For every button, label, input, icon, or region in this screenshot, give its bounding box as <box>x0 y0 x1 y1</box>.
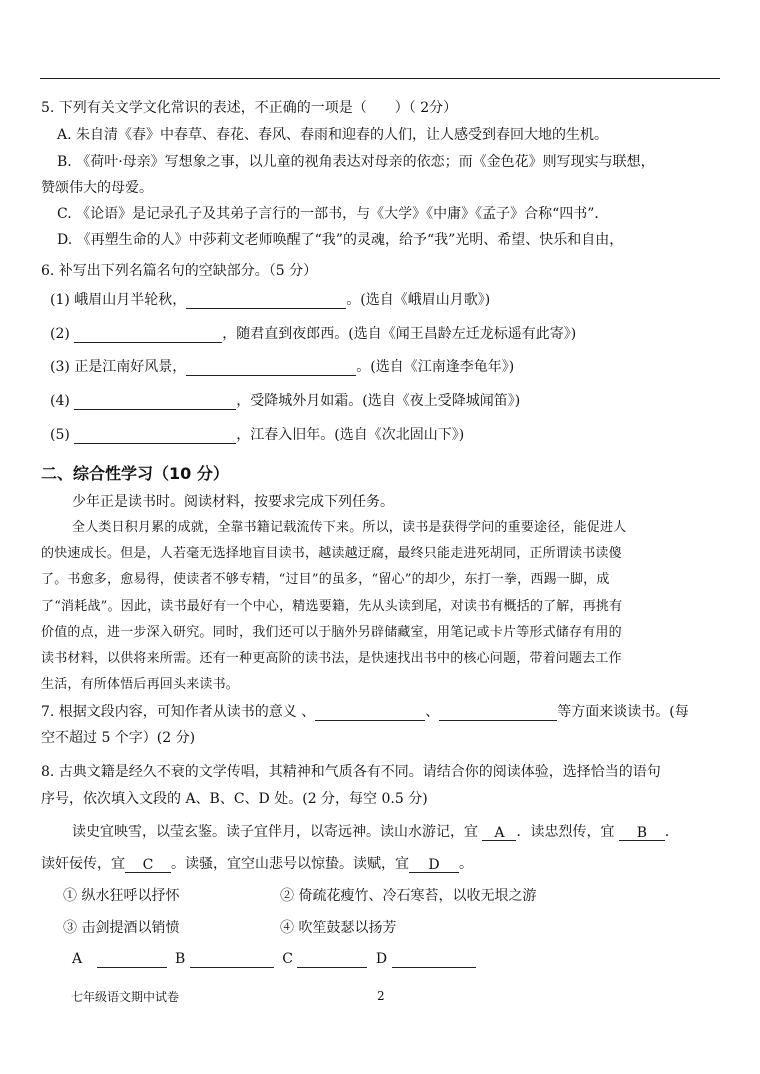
item-number: (4) <box>50 393 70 409</box>
q6-item-5 <box>50 426 464 444</box>
answer-d[interactable]: D <box>409 856 459 873</box>
fill-blank-a[interactable] <box>97 952 167 968</box>
passage-line: 的快速成长。但是，人若毫无选择地盲目读书，越读越迂腐，最终只能走进死胡同，正所谓读书读傻 <box>41 546 622 561</box>
q7-stem <box>41 703 689 721</box>
q8-text: ． <box>664 824 679 840</box>
footer-title: 七年级语文期中试卷 <box>71 990 180 1004</box>
item-suffix: ，随君直到夜郎西。(选自《闻王昌龄左迁龙标遥有此寄》) <box>222 326 577 342</box>
q8-text: 。 <box>459 856 473 872</box>
q8-fill-row <box>72 950 476 968</box>
section-title: 二、综合性学习（10 分） <box>41 464 229 483</box>
answer-b[interactable]: B <box>619 824 665 841</box>
q8-stem-cont: 序号，依次填入文段的 A、B、C、D 处。(2 分，每空 0.5 分) <box>41 791 428 807</box>
q5-stem: 5. 下列有关文学文化常识的表述，不正确的一项是（ ）（ 2分） <box>41 100 458 116</box>
q7-blank-1[interactable] <box>315 705 425 721</box>
fill-blank[interactable] <box>74 428 236 444</box>
q5-option-c: C. 《论语》是记录孔子及其弟子言行的一部书，与《大学》《中庸》《孟子》合称“四书”． <box>57 206 609 222</box>
fill-label-d: D <box>375 951 388 967</box>
fill-label-a: A <box>72 951 83 967</box>
fill-blank[interactable] <box>186 293 346 309</box>
item-suffix: ，受降城外月如霜。(选自《夜上受降城闻笛》) <box>236 393 521 409</box>
q7-blank-2[interactable] <box>439 705 557 721</box>
item-number: (2) <box>50 326 70 342</box>
q8-text: 读史宜映雪，以莹玄鉴。读子宜伴月，以寄远神。读山水游记，宜 <box>72 824 478 840</box>
fill-blank-b[interactable] <box>190 952 274 968</box>
passage-line: 了“消耗战”。因此，读书最好有一个中心，精选要籍，先从头读到尾，对读书有概括的了解，再挑有 <box>41 599 623 614</box>
fill-blank[interactable] <box>186 360 356 376</box>
passage-line: 了。书愈多，愈易得，使读者不够专精，“过目”的虽多，“留心”的却少，东打一拳，西踢一脚，成 <box>41 572 610 587</box>
q5-option-b: B. 《荷叶·母亲》写想象之事，以儿童的视角表达对母亲的依恋；而《金色花》则写现实与联想， <box>57 154 655 170</box>
q7-separator: 、 <box>425 704 440 720</box>
item-prefix: 正是江南好风景， <box>74 359 187 375</box>
q8-option-2: ② 倚疏花瘦竹、冷石寒苔，以收无垠之游 <box>280 888 537 904</box>
q5-option-a: A. 朱自清《春》中春草、春花、春风、春雨和迎春的人们，让人感受到春回大地的生机。 <box>57 127 609 143</box>
page-number: 2 <box>377 989 385 1003</box>
item-number: (5) <box>50 427 70 443</box>
q8-option-1: ① 纵水狂呼以抒怀 <box>63 888 180 904</box>
passage-line: 全人类日积月累的成就，全靠书籍记载流传下来。所以，读书是获得学问的重要途径，能促进人 <box>72 520 627 535</box>
q6-item-3 <box>50 358 514 376</box>
q6-item-1 <box>50 291 490 309</box>
section-intro: 少年正是读书时。阅读材料，按要求完成下列任务。 <box>72 494 394 510</box>
item-prefix: 峨眉山月半轮秋， <box>74 292 187 308</box>
fill-blank[interactable] <box>74 394 236 410</box>
q6-stem: 6. 补写出下列名篇名句的空缺部分。（5 分） <box>41 263 318 279</box>
q5-option-b-cont: 赞颂伟大的母爱。 <box>41 180 153 196</box>
answer-a[interactable]: A <box>482 824 516 841</box>
q7-text-end: 等方面来谈读书。(每 <box>557 704 689 720</box>
item-number: (3) <box>50 359 70 375</box>
passage-line: 价值的点，进一步深入研究。同时，我们还可以于脑外另辟储藏室，用笔记或卡片等形式储存有用的 <box>41 625 622 640</box>
q8-text: 。读骚，宜空山悲号以惊蛰。读赋，宜 <box>171 856 409 872</box>
fill-label-b: B <box>175 951 186 967</box>
item-number: (1) <box>50 292 70 308</box>
q8-text: 读奸佞传，宜 <box>41 856 125 872</box>
q7-text: 7. 根据文段内容，可知作者从读书的意义 、 <box>41 704 316 720</box>
fill-label-c: C <box>282 951 293 967</box>
q8-stem: 8. 古典文籍是经久不衰的文学传唱，其精神和气质各有不同。请结合你的阅读体验，选择恰当的语句 <box>41 764 661 780</box>
item-suffix: 。(选自《峨眉山月歌》) <box>346 292 491 308</box>
passage-line: 生活，有所体悟后再回头来读书。 <box>41 677 240 692</box>
q8-passage-line-1 <box>72 823 679 841</box>
q8-text: ．读忠烈传，宜 <box>516 824 615 840</box>
q6-item-2 <box>50 325 576 343</box>
q8-passage-line-2 <box>41 855 473 873</box>
q6-item-4 <box>50 392 520 410</box>
q8-option-4: ④ 吹笙鼓瑟以扬芳 <box>280 920 397 936</box>
passage-line: 读书材料，以供将来所需。还有一种更高阶的读书法，是快速找出书中的核心问题，带着问题去工作 <box>41 651 622 666</box>
q8-option-3: ③ 击剑提酒以销愤 <box>63 920 180 936</box>
item-suffix: 。(选自《江南逢李龟年》) <box>356 359 515 375</box>
fill-blank-d[interactable] <box>392 952 476 968</box>
fill-blank[interactable] <box>74 327 222 343</box>
fill-blank-c[interactable] <box>297 952 367 968</box>
header-rule <box>40 78 720 79</box>
answer-c[interactable]: C <box>125 856 171 873</box>
q7-stem-cont: 空不超过 5 个字）(2 分) <box>41 730 196 746</box>
q5-option-d: D. 《再塑生命的人》中莎莉文老师唤醒了“我”的灵魂，给予“我”光明、希望、快乐和自由， <box>57 232 624 248</box>
item-suffix: ，江春入旧年。(选自《次北固山下》) <box>236 427 465 443</box>
